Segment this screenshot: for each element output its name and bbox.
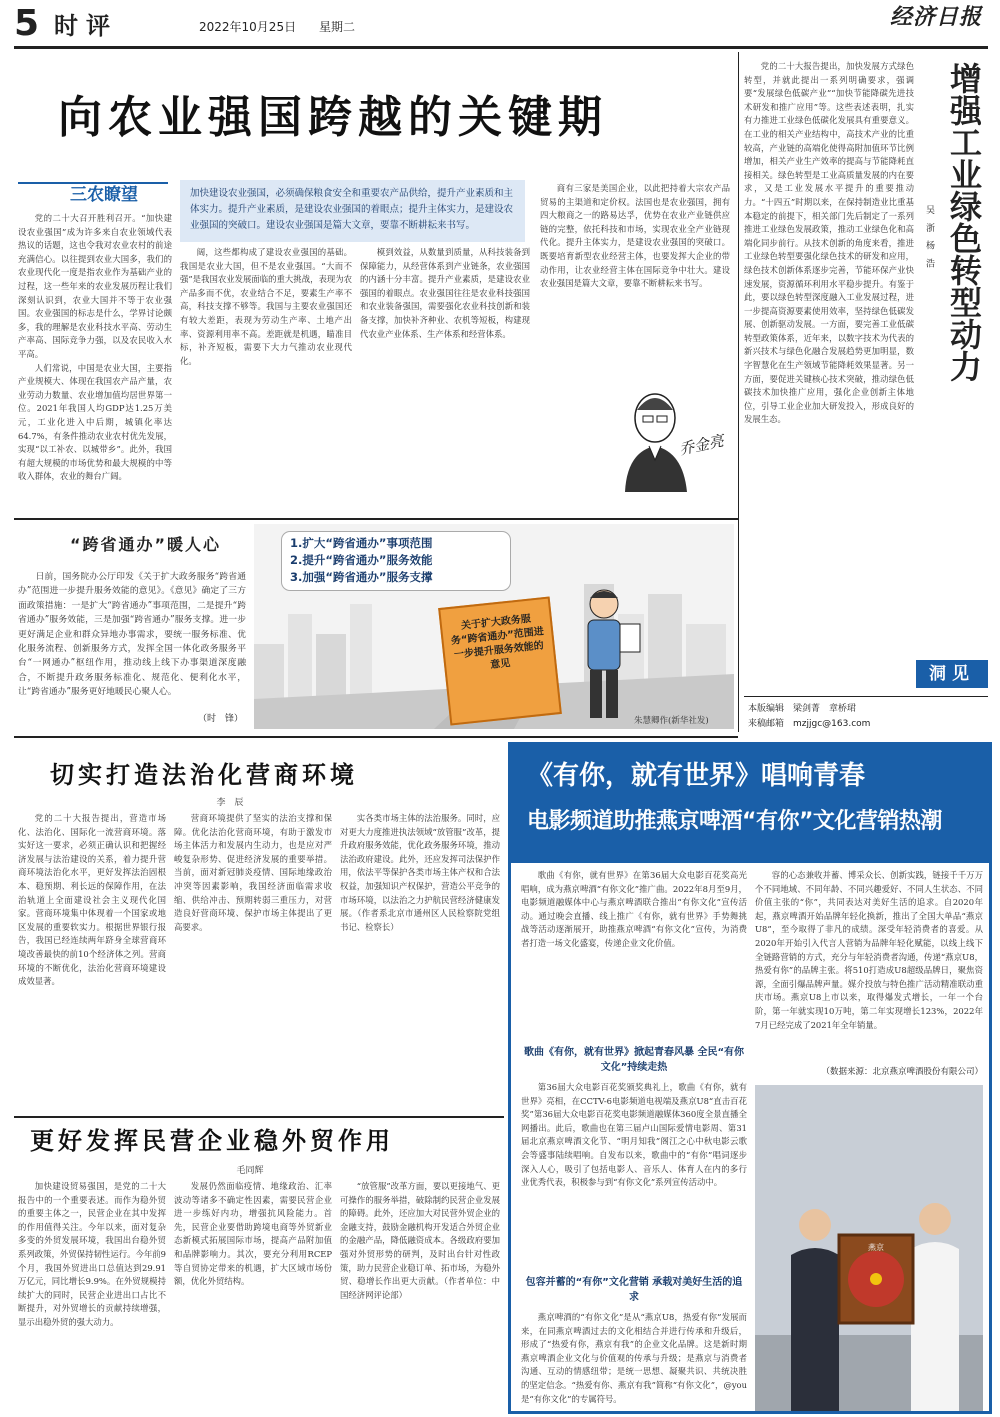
- right-article-title: 增强工业绿色转型动力: [945, 62, 983, 382]
- cartoon-book-label: 关于扩大政务服务“跨省通办”范围进一步提升服务效能的意见: [450, 613, 545, 671]
- right-article-author: 吴 浙 杨 浩: [924, 205, 934, 271]
- cartoon-illustration: [254, 524, 734, 729]
- advertorial-photo: [755, 1085, 983, 1411]
- column-tag: [18, 182, 168, 208]
- advertorial-para-2: 第36届大众电影百花奖颁奖典礼上，歌曲《有你，就有世界》亮相，在CCTV-6电影频道电视端及燕京U8“直击百花奖”第36届大众电影百花奖电影频道融媒体360度全景直播全网播出。此后，歌曲也在第三届卢山国际爱情电影周、第31届北京燕京啤酒文化节、“明月知我”阁江之心中秋电影云歌会等盛事陆续唱响。自发布以来，歌曲中的“有你”唱词逐步深入人心，吸引了包括电影人、音乐人、体育人在内的多行业优秀代表，积极参与到“有你文化”系列宣传活动中。: [521, 1082, 747, 1188]
- cartoon-person-icon: [554, 584, 654, 724]
- cartoon-list-item: 1.扩大“跨省通办”事项范围: [290, 536, 433, 550]
- editor-rule: [744, 696, 988, 697]
- advertorial-para-3: 燕京啤酒的“有你文化”是从“燕京U8，热爱有你”发展而来，在同燕京啤酒过去的文化相结合并进行传承和升级后，形成了“热爱有你，燕京有我”的企业文化品牌。这是新时期燕京啤酒企业文化与价值观的传承与升级；是燕京与消费者沟通、互动的情感纽带；是统一思想、凝聚共识、共统决胜的坚定信念。“热爱有你、燕京有我”简称“有你文化”，@you是“有你文化”的专属符号。: [521, 1312, 747, 1404]
- advertorial-intro: 歌曲《有你，就有世界》在第36届大众电影百花奖高光唱响，成为燕京啤酒“有你文化”推广曲。2022年8月至9月，电影频道融媒体中心与燕京啤酒联合推出“有你文化”宣传活动。通过晚会直播、线上推广《有你，就有世界》手势舞挑战等活动逐渐展开，助推燕京啤酒“有你文化”宣传，为消费者打造一场文化盛宴，传递企业文化价值。: [521, 870, 747, 948]
- advertorial-box: [508, 742, 992, 1414]
- column-tag-label: 三农瞭望: [70, 185, 138, 205]
- rule-of-law-author: 李 辰: [216, 798, 244, 808]
- insight-label: 洞见: [916, 660, 988, 688]
- cross-province-title: “跨省通办”暖人心: [70, 535, 222, 554]
- page-number: 5: [14, 3, 40, 44]
- advertorial-col-2: 容的心态兼收并蓄、博采众长、创新实践，链接千千万万个不同地域、不同年龄、不同兴趣爱好、不同人生状态、不同价值主张的“你”，共同表达对美好生活的追求。自2020年起，燕京啤酒开始品牌年轻化换新，推出了全国大单品“燕京U8”，至今取得了非凡的成绩。深受年轻消费者的喜爱。从2020年开始引入代言人营销为品牌年轻化赋能，以线上线下全链路营销的方式，充分与年轻消费者沟通，传递“燕京U8，热爱有你”的品牌主张。将510打造成U8超级品牌日，聚焦资源，全面引爆品牌声量。媒介投放与特色推广活动精准联动重庆市场。燕京U8上市以来，取得爆发式增长，一年一个台阶，第一年就实现10万吨，第二年实现增长123%，2022年7月已经完成了2021年全年销量。: [755, 870, 983, 1030]
- advertorial-header: [511, 745, 989, 863]
- advertorial-title-line2: 电影频道助推燕京啤酒“有你”文化营销热潮: [527, 809, 942, 834]
- author-signature: 乔金亮: [677, 431, 726, 459]
- editor-email[interactable]: 来稿邮箱 mzjjgc@163.com: [748, 719, 871, 729]
- editor-names: 本版编辑 梁剑菁 章桥珺: [748, 704, 857, 714]
- paper-logo: 经济日报: [890, 4, 983, 30]
- cross-province-signature: （时 锋）: [198, 714, 244, 724]
- lead-article-col-4: 商有三家是美国企业，以此把持着大宗农产品贸易的主渠道和定价权。法国也是农业强国，拥有四大粮商之一的路易达孚，优势在农业产业链供应链的完整，依托科技和市场，实现农业全产业链现代化。提升主体实力，是建设农业强国的突破口。既要培育新型农业经营主体，也要发挥大企业的带动作用，让农业经营主体在国际竞争中壮大。建设农业强国是篇大文章，要靠不断耕耘来书写。: [540, 183, 730, 289]
- cartoon-speech-bubble: [282, 532, 510, 590]
- cartoon-list: [282, 532, 510, 589]
- issue-weekday: 星期二: [319, 20, 356, 34]
- rule-of-law-col-1: 党的二十大报告提出，营造市场化、法治化、国际化一流营商环境。落实好这一要求，必须正确认识和把握经济发展与法治建设的关系，着力提升营商环境法治化水平，更好发挥法治固根本、稳预期、利长远的保障作用，在法治轨道上全面建设社会主义现代化国家。营商环境集中体现着一个国家或地区发展的重要软实力。根据世界银行报告，我国已经连续两年跻身全球营商环境改善最快的前10个经济体之列。营商环境的不断优化，法治化营商环境建设成效显著。: [18, 813, 166, 987]
- trade-author: 毛同辉: [236, 1166, 264, 1176]
- advertorial-subtitle-2: 包容并蓄的“有你”文化营销 承载对美好生活的追求: [525, 1277, 743, 1303]
- editor-info: [748, 702, 988, 732]
- cartoon-list-item: 3.加强“跨省通办”服务支撑: [290, 570, 433, 584]
- advertorial-subtitle-1: 歌曲《有你，就有世界》掀起青春风暴 全民“有你文化”持续走热: [523, 1047, 745, 1073]
- record-frame-label: 燕京: [868, 1243, 884, 1252]
- masthead-rule: [14, 46, 988, 49]
- lead-article-col-2: 阔，这些都构成了建设农业强国的基础。我国是农业大国，但不是农业强国。“大而不强”是我国农业发展面临的重大挑战，表现为农产品多而不优，农业结合不足，要素生产率不高，科技支撑不够等。我国与主要农业强国还有较大差距，表现为劳动生产率、土地产出率、资源利用率不高。差距就是机遇，瞄准目标，补齐短板，需要下大力气推动农业现代化。: [180, 247, 352, 366]
- trade-col-3: “放管服”改革方面，要以更接地气、更可操作的服务举措，破除制约民营企业发展的障碍。此外，还应加大对民营外贸企业的金融支持，鼓励金融机构开发适合外贸企业的金融产品，降低融资成本。各级政府要加强对外贸形势的研判，及时出台针对性政策，助力民营企业稳订单、拓市场，为稳外贸、稳增长作出更大贡献。（作者单位：中国经济网评论部）: [340, 1181, 500, 1300]
- lead-article-highlight: 加快建设农业强国，必须确保粮食安全和重要农产品供给，提升产业素质和主体实力。提升产业素质，是建设农业强国的着眼点；提升主体实力，是建设农业强国的突破口。建设农业强国是篇大文章，要靠不断耕耘来书写。: [180, 180, 525, 242]
- rule-of-law-title: 切实打造法治化营商环境: [50, 760, 358, 789]
- lead-article-col-3: 模到效益，从数量到质量，从科技装备到保障能力，从经营体系到产业链条，农业强国的内涵十分丰富。提升产业素质，是建设农业强国的着眼点。农业强国往往是农业科技强国和农业装备强国，需要强化农业科技创新和装备支撑，加快补齐种业、农机等短板，构建现代农业产业体系、生产体系和经营体系。: [360, 247, 530, 339]
- right-column-divider: [738, 52, 739, 732]
- cartoon-document-book: [438, 596, 562, 725]
- cartoon-list-item: 2.提升“跨省通办”服务效能: [290, 553, 433, 567]
- lead-article-title: 向农业强国跨越的关键期: [58, 92, 608, 143]
- author-portrait: [615, 380, 730, 492]
- mid-rule: [14, 736, 738, 738]
- lead-article-bottom-rule: [14, 518, 738, 520]
- cross-province-body: 日前，国务院办公厅印发《关于扩大政务服务“跨省通办”范围进一步提升服务效能的意见》。《意见》确定了三方面政策措施：一是扩大“跨省通办”事项范围，二是提升“跨省通办”服务效能，三是加强“跨省通办”服务支撑。进一步更好满足企业和群众异地办事需求，要统一服务标准、优化服务流程、创新服务方式，发挥全国一体化政务服务平台“一网通办”枢纽作用，推动线上线下办事渠道深度融合，不断提升政务服务标准化、规范化、便利化水平，让“跨省通办”服务更好地暖民心聚人心。: [18, 572, 246, 698]
- advertorial-title-line1: 《有你，就有世界》唱响青春: [527, 761, 866, 791]
- masthead: [14, 3, 988, 44]
- advertorial-credit: （数据来源：北京燕京啤酒股份有限公司）: [821, 1067, 983, 1077]
- section-name: 时评: [54, 11, 118, 40]
- rule-of-law-col-2: 营商环境提供了坚实的法治支撑和保障。优化法治化营商环境，有助于激发市场主体活力和发展内生动力，也是应对严峻复杂形势、促进经济发展的重要举措。当前，面对新冠肺炎疫情、国际地缘政治冲突等因素影响，我国经济面临需求收缩、供给冲击、预期转弱三重压力，对营造良好营商环境、保护市场主体提出了更高要求。: [174, 813, 332, 932]
- lead-article-header: [14, 56, 734, 176]
- trade-col-1: 加快建设贸易强国，是党的二十大报告中的一个重要表述。而作为稳外贸的重要主体之一，民营企业在其中发挥的作用值得关注。今年以来，面对复杂多变的外贸发展环境，我国出台稳外贸系列政策，外贸保持韧性运行。今年前9个月，我国外贸进出口总值达到29.91万亿元，同比增长9.9%。在外贸规模持续扩大的同时，民营企业进出口占比不断提升，对外贸增长的贡献持续增强，显示出稳外贸的强大动力。: [18, 1181, 166, 1327]
- cartoon-credit: 朱慧卿作(新华社发): [634, 716, 709, 726]
- lead-article-col-1: 党的二十大召开胜利召开。“加快建设农业强国”成为许多来自农业领域代表热议的话题，这也令我对农业农村的前途充满信心。以往提到农业大国多，我们的农业现代化一度是指农业作为基础产业的过程，这一些年来的农业发展历程让我们深刻认识到，农业大国并不等于农业强国。农业强国的标志是什么，学界讨论颇多，我的理解是农业科技水平高、劳动生产率高、国际竞争力强，以及农民收入水平高。 人们常说，中国是农业大国，主要指产业规模大、体现在我国农产品产量，农业劳动力数量、农业增加值均居世界第一位。2021年我国人均GDP达1.25万美元，工业化进入中后期，城镇化率达64.7%，有条件推动农业农村优先发展，实现“以工补农、以城带乡”。此外，我国有超大规模的市场优势和最大规模的中等收入群体，农业的舞台广阔。: [18, 213, 172, 482]
- trade-col-2: 发展仍然面临疫情、地缘政治、汇率波动等诸多不确定性因素，需要民营企业进一步练好内功，增强抗风险能力。首先，民营企业要借助跨境电商等外贸新业态新模式拓展国际市场，提高产品附加值和品牌影响力。其次，要充分利用RCEP等自贸协定带来的机遇，扩大区域市场份额，优化外贸结构。: [174, 1181, 332, 1287]
- issue-date: 2022年10月25日: [199, 20, 297, 34]
- rule-of-law-col-3: 实各类市场主体的法治服务。同时，应对更大力度推进执法领域“放管服”改革，提升政府服务效能，优化政务服务环境，推动法治政府建设。此外，还应发挥司法保护作用，依法平等保护各类市场主体产权和合法权益，加强知识产权保护，营造公平竞争的市场环境，以法治之力护航民营经济健康发展。（作者系北京市通州区人民检察院党组书记、检察长）: [340, 813, 500, 932]
- trade-title: 更好发挥民营企业稳外贸作用: [30, 1126, 394, 1155]
- rule-of-law-bottom-rule: [14, 1116, 504, 1118]
- right-article-body: 党的二十大报告提出，加快发展方式绿色转型，并就此提出一系列明确要求，强调要“发展绿色低碳产业”“加快节能降碳先进技术研发和推广应用”等。这些表述表明，扎实有力推进工业绿色低碳化发展具有重要意义。在工业的相关产业结构中，高技术产业的比重较高，产业链的高端化使得高附加值环节比例增加，相关产业生产效率的提高与节能降耗直接相关。绿色转型是工业高质量发展的内在要求，又是工业发展水平提升的重要推动力。“十四五”时期以来，在保持制造业比重基本稳定的前提下，相关部门先后制定了一系列推进工业绿色发展政策，推动工业绿色化和高端化同步前行。从技术创新的角度来看，推进工业绿色转型要强化绿色技术的研发和应用，绿色技术创新体系逐步完善，节能环保产业快速发展，资源循环利用水平稳步提升。有鉴于此，要以绿色转型深度融入工业发展过程，进一步提高资源要素使用效率，坚持绿色低碳发展、创新驱动发展。一方面，要完善工业低碳转型政策体系，近年来，以数字技术为代表的新兴技术与绿色化融合发展趋势更加明显，数字智慧化在生产领域节能降耗效果显著。另一方面，要促进关键核心技术突破，推动绿色低碳技术加快推广应用，强化企业创新主体地位，引导工业企业加大研发投入，形成良好的发展生态。: [744, 61, 914, 425]
